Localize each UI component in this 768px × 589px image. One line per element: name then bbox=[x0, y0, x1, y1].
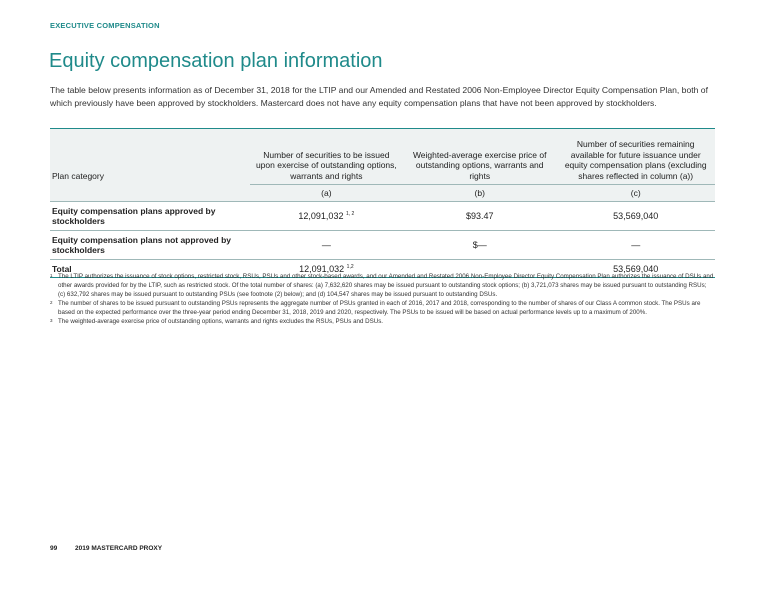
footnote-text: The LTIP authorizes the issuance of stock options, restricted stock, RSUs, PSUs and other stock-based awards, and our Amended and Restated 2006 Non-Employee Director Equity Compensation Plan authorizes the issuance of DSUs and other awards provided for by the LTIP, such as restricted stock. Of the total number of shares: (a) 7,632,620 shares may be issued pursuant to outstanding stock options; (b) 3,721,073 shares may be issued pursuant to outstanding RSUs; (c) 632,792 shares may be issued pursuant to outstanding PSUs (see footnote (2) below); and (d) 104,547 shares may be issued pursuant to outstanding DSUs. bbox=[58, 273, 714, 298]
equity-plan-table bbox=[50, 128, 715, 278]
header-col-a: Number of securities to be issued upon exercise of outstanding options, warrants and rights bbox=[250, 129, 403, 185]
header-col-b: Weighted-average exercise price of outstanding options, warrants and rights bbox=[403, 129, 556, 185]
row-value-c: 53,569,040 bbox=[556, 260, 715, 278]
table-row bbox=[50, 231, 715, 260]
footnote-ref: 1,2 bbox=[346, 263, 354, 270]
page-title: Equity compensation plan information bbox=[49, 50, 383, 72]
row-value-b: $93.47 bbox=[403, 202, 556, 231]
row-value-a bbox=[250, 202, 403, 231]
letter-b: (b) bbox=[403, 185, 556, 202]
row-value-c: — bbox=[556, 231, 715, 260]
page-number: 99 bbox=[50, 545, 58, 552]
section-label: EXECUTIVE COMPENSATION bbox=[50, 21, 160, 30]
row-value-c: 53,569,040 bbox=[556, 202, 715, 231]
header-plan-category: Plan category bbox=[50, 129, 250, 185]
footnote-3 bbox=[50, 317, 715, 326]
footnotes bbox=[50, 272, 715, 326]
footnote-text: The number of shares to be issued pursuant to outstanding PSUs represents the aggregate number of PSUs granted in each of 2016, 2017 and 2018, corresponding to the number of shares of our Class A common stock. The PSUs are based on the expected performance over the three-year period ending December 31, 2018, 2019 and 2020, respectively. The PSUs to be issued will be based on actual performance levels up to a maximum of 200%. bbox=[58, 300, 701, 316]
footnote-mark: 3 bbox=[50, 318, 53, 323]
row-value-b: $— bbox=[403, 231, 556, 260]
value-a-text: 12,091,032 bbox=[298, 211, 344, 221]
footnote-2 bbox=[50, 299, 715, 317]
letter-a: (a) bbox=[250, 185, 403, 202]
table-letter-row bbox=[50, 185, 715, 202]
footnote-1 bbox=[50, 272, 715, 299]
row-value-a: — bbox=[250, 231, 403, 260]
table-row bbox=[50, 202, 715, 231]
document-name: 2019 MASTERCARD PROXY bbox=[75, 545, 163, 552]
letter-blank bbox=[50, 185, 250, 202]
footnote-mark: 2 bbox=[50, 300, 53, 305]
letter-c: (c) bbox=[556, 185, 715, 202]
footnote-mark: 1 bbox=[50, 273, 53, 278]
footnote-ref: 1, 2 bbox=[345, 211, 355, 217]
intro-paragraph: The table below presents information as of December 31, 2018 for the LTIP and our Amended and Restated 2006 Non-Employee Director Equity Compensation Plan, both of which previously have been approved by stockholders. Mastercard does not have any equity compensation plans that have not been approved by stockholders. bbox=[50, 85, 708, 108]
footnote-text: The weighted-average exercise price of outstanding options, warrants and rights excludes the RSUs, PSUs and DSUs. bbox=[58, 318, 384, 325]
table-header-row bbox=[50, 129, 715, 185]
header-col-c: Number of securities remaining available for future issuance under equity compensation plans (excluding shares reflected in column (a)) bbox=[556, 129, 715, 185]
row-category: Equity compensation plans approved by stockholders bbox=[50, 202, 250, 231]
row-category: Equity compensation plans not approved by stockholders bbox=[50, 231, 250, 260]
page-footer bbox=[50, 545, 162, 552]
row-category: Total bbox=[50, 260, 250, 278]
value-a-text: 12,091,032 bbox=[299, 263, 345, 274]
